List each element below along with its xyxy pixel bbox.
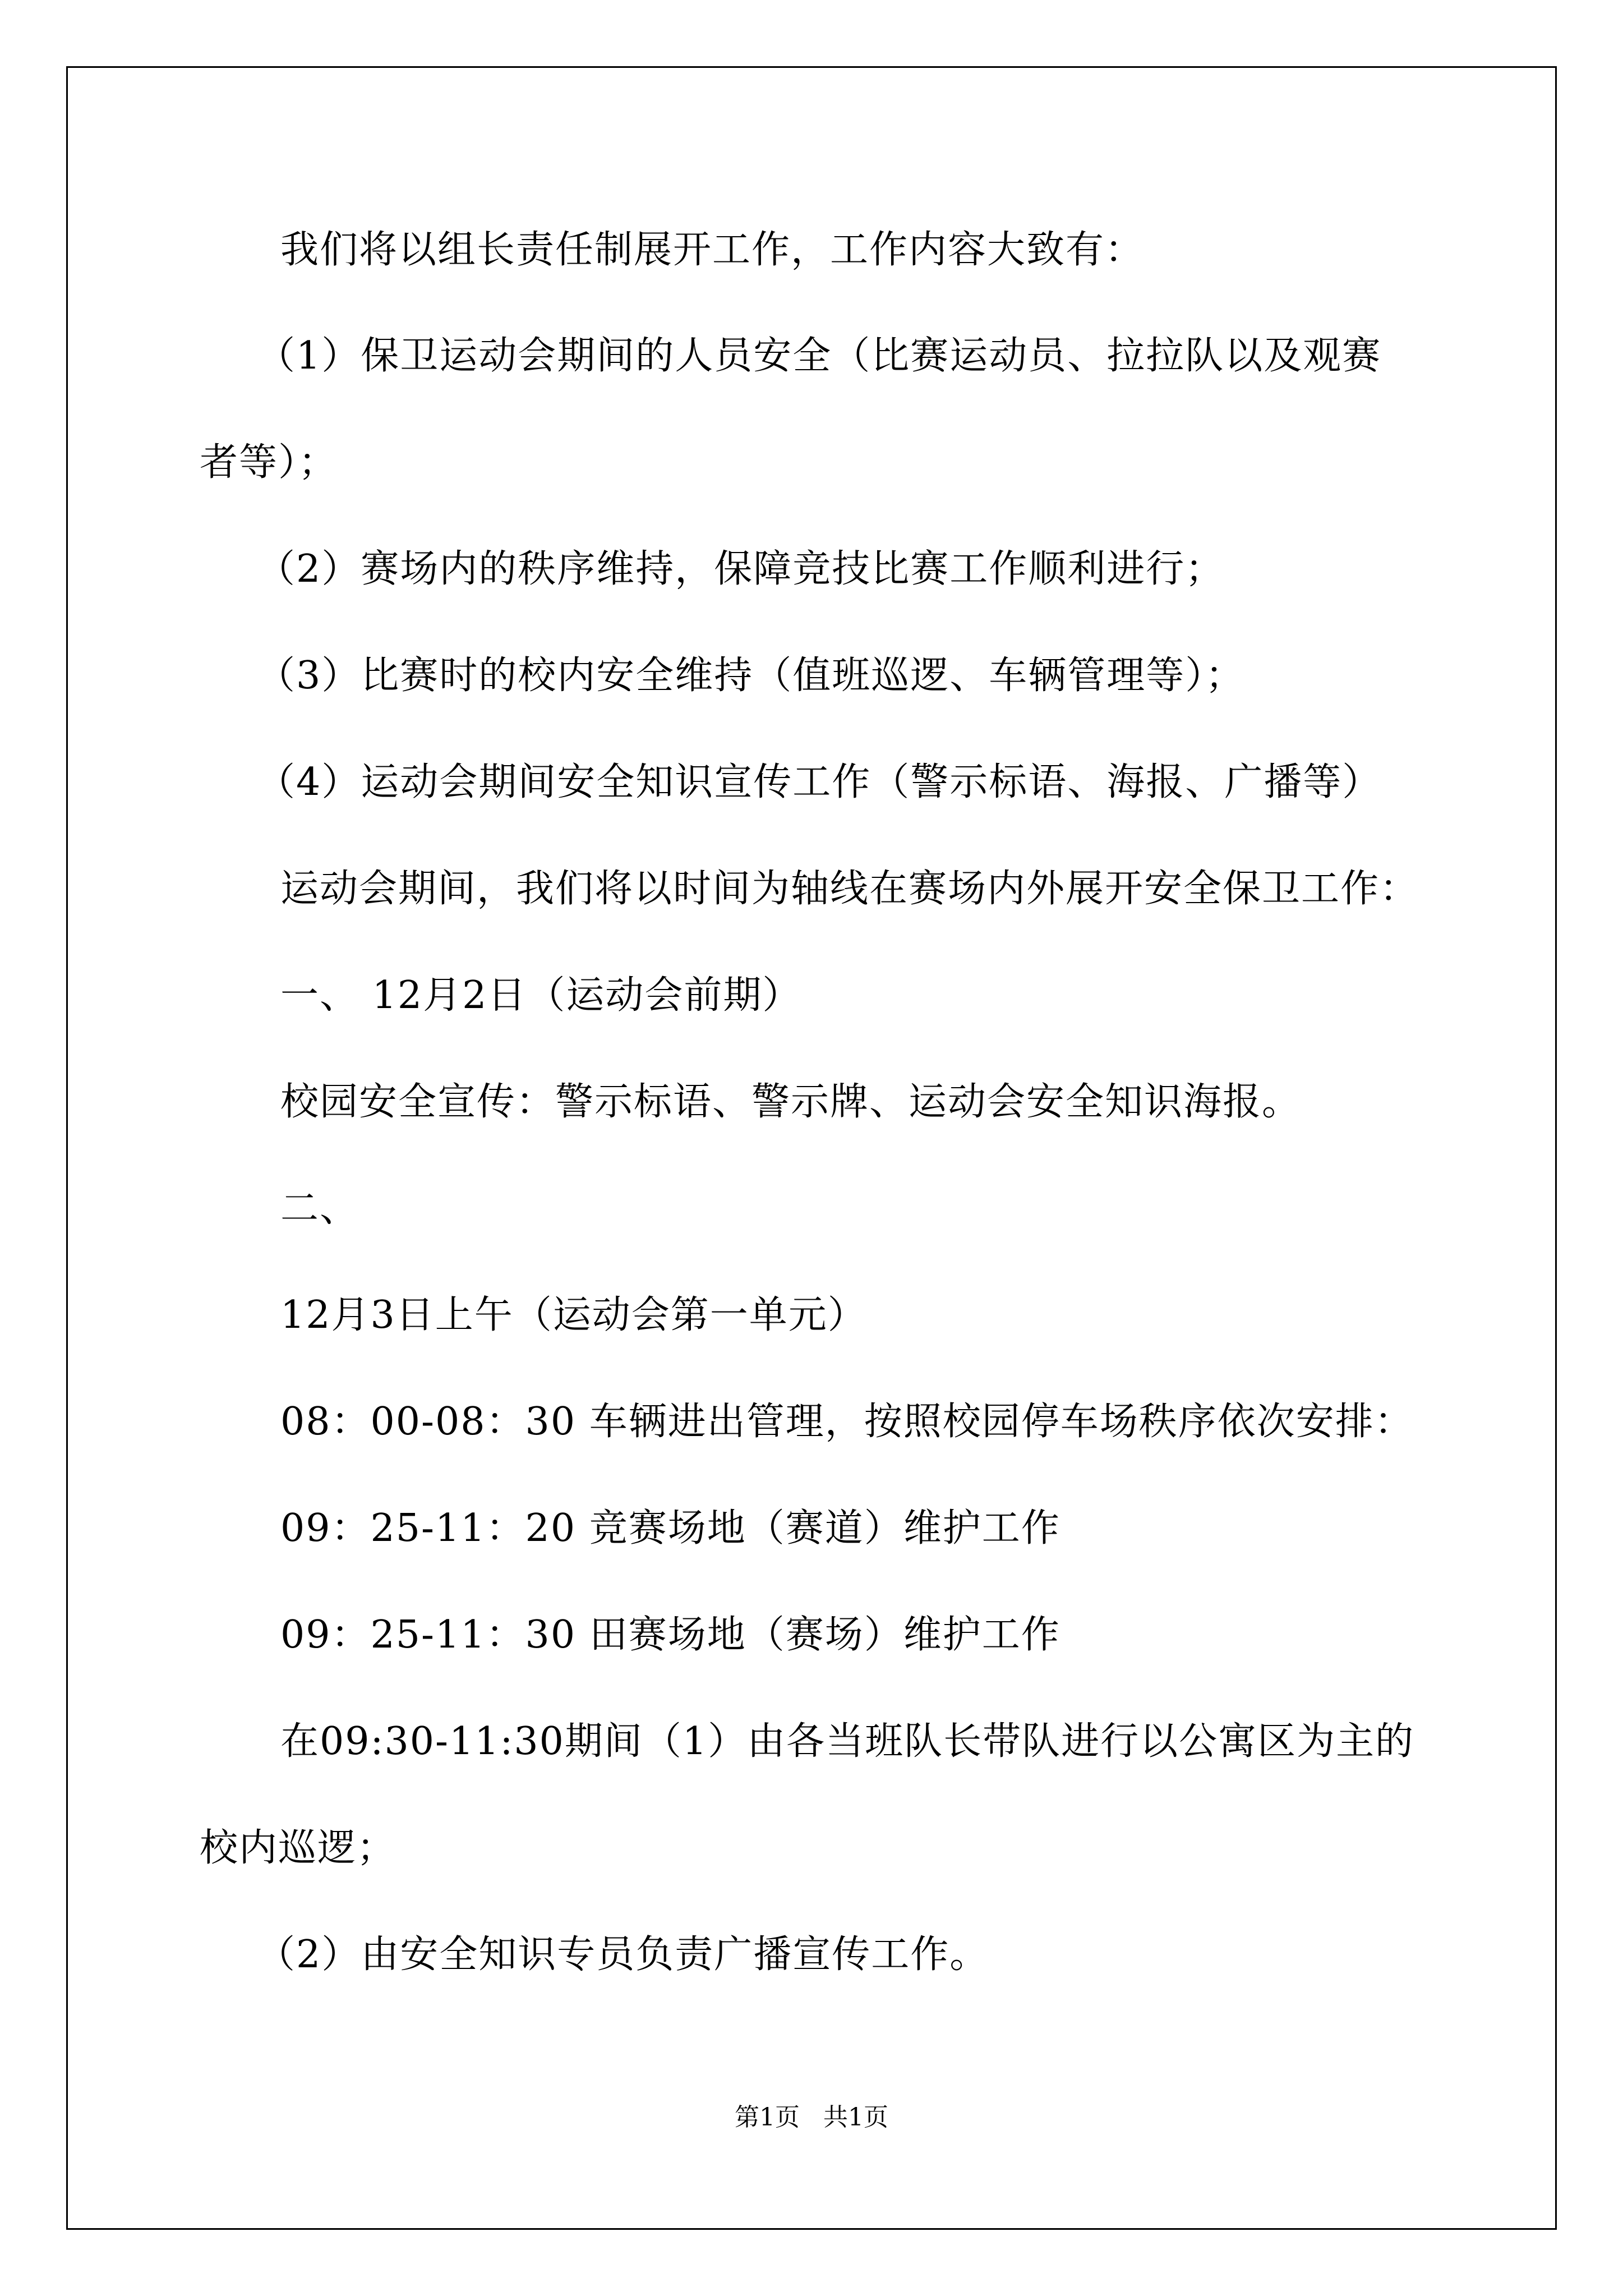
date-heading-dec3: 12月3日上午（运动会第一单元） [280, 1293, 867, 1337]
paragraph-campus-publicity: 校园安全宣传：警示标语、警示牌、运动会安全知识海报。 [280, 1080, 1302, 1124]
section-heading-2: 二、 [280, 1186, 359, 1231]
paragraph-patrol-continued: 校内巡逻； [200, 1826, 396, 1870]
schedule-item-track: 09：25-11：20 竞赛场地（赛道）维护工作 [280, 1506, 1061, 1550]
list-item-1-continued: 者等）； [200, 440, 338, 485]
schedule-item-vehicle: 08：00-08：30 车辆进出管理，按照校园停车场秩序依次安排： [280, 1400, 1414, 1444]
paragraph-broadcast: （2）由安全知识专员负责广播宣传工作。 [257, 1932, 989, 1977]
list-item-3: （3）比赛时的校内安全维持（值班巡逻、车辆管理等）； [257, 654, 1245, 698]
paragraph-intro: 我们将以组长责任制展开工作，工作内容大致有： [280, 228, 1145, 272]
schedule-item-field: 09：25-11：30 田赛场地（赛场）维护工作 [280, 1613, 1061, 1657]
list-item-4: （4）运动会期间安全知识宣传工作（警示标语、海报、广播等） [257, 760, 1382, 804]
list-item-1: （1）保卫运动会期间的人员安全（比赛运动员、拉拉队以及观赛 [257, 334, 1382, 378]
paragraph-patrol: 在09:30-11:30期间（1）由各当班队长带队进行以公寓区为主的 [280, 1719, 1415, 1764]
page-border [66, 66, 1557, 2230]
list-item-2: （2）赛场内的秩序维持，保障竞技比赛工作顺利进行； [257, 547, 1225, 591]
section-heading-1: 一、 12月2日（运动会前期） [280, 973, 802, 1018]
paragraph-timeline: 运动会期间，我们将以时间为轴线在赛场内外展开安全保卫工作： [280, 867, 1419, 911]
page-footer: 第1页 共1页 [735, 2103, 888, 2132]
